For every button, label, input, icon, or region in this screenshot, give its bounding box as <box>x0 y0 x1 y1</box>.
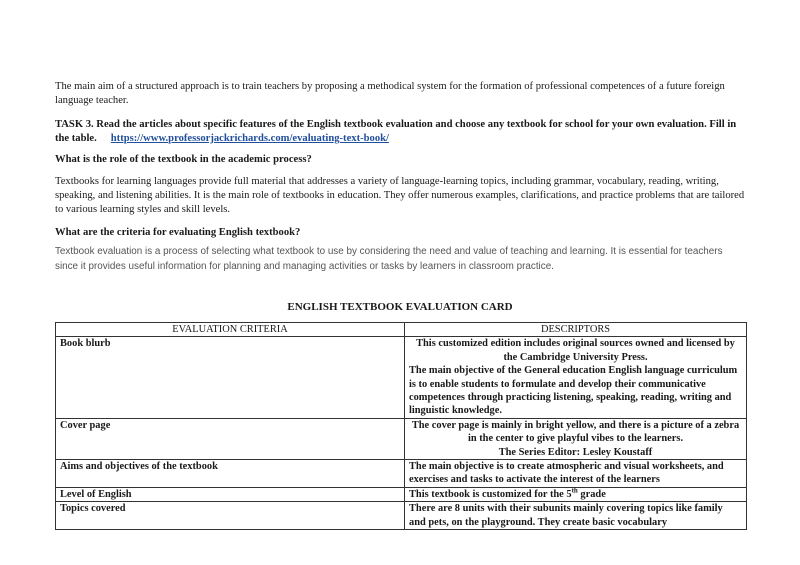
question-textbook-role: What is the role of the textbook in the academic process? <box>55 154 312 165</box>
criterion-cell: Cover page <box>56 418 405 459</box>
table-row <box>56 337 747 418</box>
task-text: TASK 3. Read the articles about specific features of the English textbook evaluation and choose any textbook for school for your own evaluation. Fill in the table. <box>55 119 737 144</box>
descriptor-text-end: grade <box>577 488 606 500</box>
evaluation-table <box>55 322 747 530</box>
descriptor-text: The main objective is to create atmospheric and visual worksheets, and exercises and tasks to activate the interest of the learners <box>409 461 724 486</box>
descriptor-cell <box>405 418 747 459</box>
table-row <box>56 487 747 501</box>
table-header-row <box>56 323 747 337</box>
criterion-cell: Aims and objectives of the textbook <box>56 460 405 488</box>
criterion-cell: Topics covered <box>56 502 405 530</box>
ordinal-suffix: th <box>571 486 578 495</box>
table-row <box>56 418 747 459</box>
descriptor-cell <box>405 487 747 501</box>
descriptor-text: There are 8 units with their subunits mainly covering topics like family and pets, on the playground. They create basic vocabulary <box>409 503 723 528</box>
evaluation-card-title: ENGLISH TEXTBOOK EVALUATION CARD <box>287 301 513 313</box>
criterion-cell: Level of English <box>56 487 405 501</box>
table-row <box>56 502 747 530</box>
answer-textbook-role: Textbooks for learning languages provide full material that addresses a variety of language-learning topics, including grammar, vocabulary, reading, writing, speaking, and listening abilities. It is the main role of textbooks in education. They offer numerous examples, clarifications, and practice problems that are tailored to various learning styles and skill levels. <box>55 176 745 215</box>
table-row <box>56 460 747 488</box>
descriptor-text: This customized edition includes original sources owned and licensed by the Cambridge University Press. <box>416 338 735 363</box>
task-instruction <box>55 118 745 146</box>
descriptor-text: The cover page is mainly in bright yellow, and there is a picture of a zebra in the center to give playful vibes to the learners. <box>411 419 740 445</box>
question-evaluation-criteria: What are the criteria for evaluating English textbook? <box>55 227 301 238</box>
header-criteria: EVALUATION CRITERIA <box>56 323 405 337</box>
descriptor-text: This textbook is customized for the 5 <box>409 488 572 500</box>
header-descriptors: DESCRIPTORS <box>405 323 747 337</box>
descriptor-cell <box>405 337 747 418</box>
descriptor-text: The main objective of the General education English language curriculum is to enable students to formulate and develop their communicative competences through practicing listening, speaking, reading, writing and linguistic knowledge. <box>409 365 738 417</box>
intro-paragraph: The main aim of a structured approach is to train teachers by proposing a methodical system for the formation of professional competences of a future foreign language teacher. <box>55 81 725 106</box>
answer-evaluation-criteria: Textbook evaluation is a process of selecting what textbook to use by considering the need and value of teaching and learning. It is essential for teachers since it provides useful information for planning and managing activities or tasks by learners in classroom practice. <box>55 246 723 272</box>
criterion-cell: Book blurb <box>56 337 405 418</box>
descriptor-cell <box>405 502 747 530</box>
article-link[interactable]: https://www.professorjackrichards.com/evaluating-text-book/ <box>110 133 389 144</box>
series-editor-text: The Series Editor: Lesley Koustaff <box>498 446 653 458</box>
descriptor-cell <box>405 460 747 488</box>
